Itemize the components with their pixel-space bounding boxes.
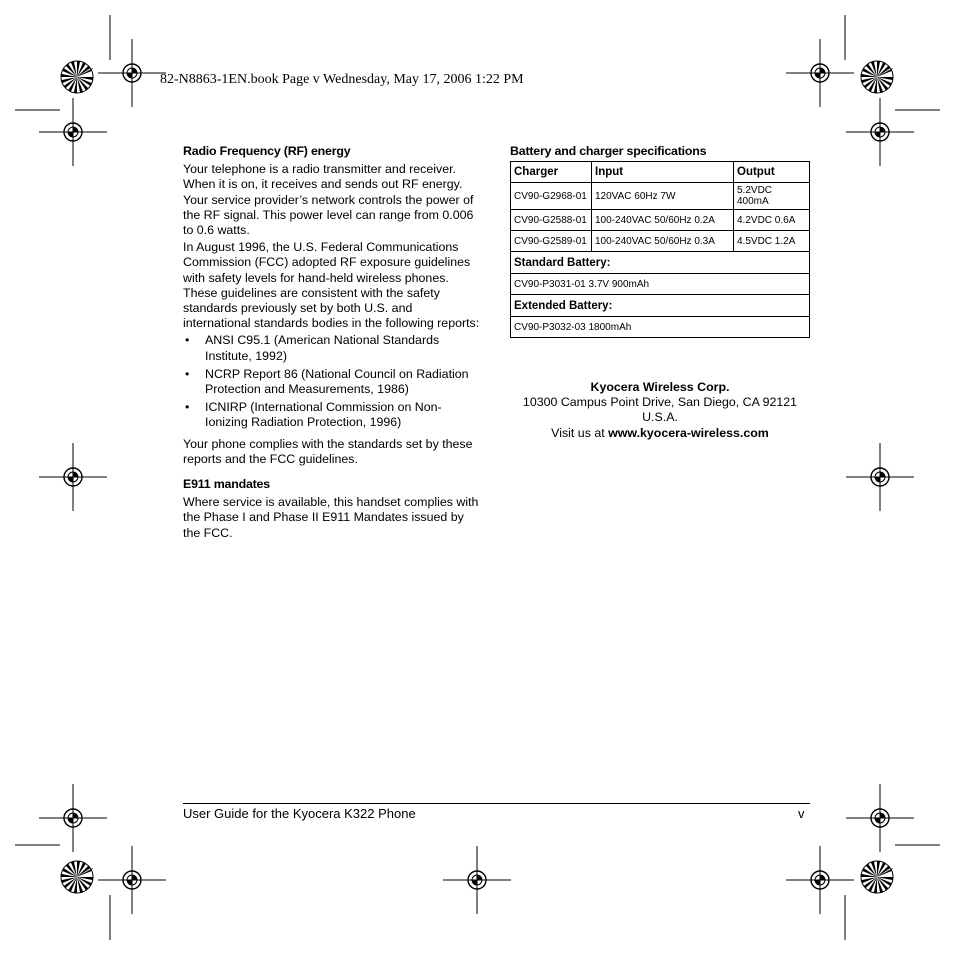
table-cell: 120VAC 60Hz 7W (592, 183, 734, 210)
e911-heading: E911 mandates (183, 477, 270, 492)
extended-battery-label: Extended Battery: (511, 295, 810, 317)
table-row (511, 295, 810, 317)
table-row (511, 274, 810, 295)
standard-battery-label: Standard Battery: (511, 252, 810, 274)
company-name: Kyocera Wireless Corp. (590, 380, 730, 394)
page-number: v (798, 806, 805, 821)
table-cell: 4.5VDC 1.2A (734, 231, 810, 252)
table-cell: CV90-G2589-01 (511, 231, 592, 252)
company-country: U.S.A. (642, 410, 678, 425)
table-header-row (511, 162, 810, 183)
battery-heading: Battery and charger specifications (510, 144, 707, 158)
list-item: • ANSI C95.1 (American National Standards Institute, 1992) (183, 333, 483, 363)
table-cell: 5.2VDC 400mA (734, 183, 810, 210)
table-cell: 100-240VAC 50/60Hz 0.3A (592, 231, 734, 252)
e911-paragraph: Where service is available, this handset complies with the Phase I and Phase II E911 Mandates issued by the FCC. (183, 495, 479, 540)
table-cell: CV90-G2968-01 (511, 183, 592, 210)
extended-battery-value: CV90-P3032-03 1800mAh (511, 317, 810, 338)
table-row (511, 317, 810, 338)
footer-rule (183, 803, 810, 804)
company-visit-line (510, 426, 810, 441)
standard-battery-value: CV90-P3031-01 3.7V 900mAh (511, 274, 810, 295)
footer-title: User Guide for the Kyocera K322 Phone (183, 806, 416, 821)
table-cell: 100-240VAC 50/60Hz 0.2A (592, 210, 734, 231)
list-item: • ICNIRP (International Commission on Non-Ionizing Radiation Protection, 1996) (183, 400, 483, 430)
table-cell: 4.2VDC 0.6A (734, 210, 810, 231)
table-row (511, 210, 810, 231)
left-column (183, 144, 483, 543)
column-header-output: Output (734, 162, 810, 183)
company-address-block (510, 380, 810, 441)
company-website-link[interactable]: www.kyocera-wireless.com (608, 425, 769, 440)
page-slug: 82-N8863-1EN.book Page v Wednesday, May 17, 2006 1:22 PM (160, 72, 524, 87)
column-header-charger: Charger (511, 162, 592, 183)
company-address: 10300 Campus Point Drive, San Diego, CA 92121 (522, 395, 798, 410)
list-item: • NCRP Report 86 (National Council on Radiation Protection and Measurements, 1986) (183, 367, 483, 397)
visit-prefix: Visit us at (551, 425, 609, 440)
rf-paragraph-2: In August 1996, the U.S. Federal Communications Commission (FCC) adopted RF exposure guidelines with safety levels for hand-held wireless phones. These guidelines are consistent with the safety standards previously set by both U.S. and international standards bodies in the following reports: (183, 240, 480, 331)
table-cell: CV90-G2588-01 (511, 210, 592, 231)
reports-list (183, 333, 483, 430)
column-header-input: Input (592, 162, 734, 183)
rf-paragraph-3: Your phone complies with the standards set by these reports and the FCC guidelines. (183, 436, 473, 466)
table-row (511, 231, 810, 252)
rf-heading: Radio Frequency (RF) energy (183, 144, 351, 158)
table-row (511, 252, 810, 274)
right-column (510, 144, 810, 338)
table-row (511, 183, 810, 210)
rf-paragraph-1: Your telephone is a radio transmitter and receiver. When it is on, it receives and sends out RF energy. Your service provider’s network controls the power of the RF signal. This power level can range from 0.006 to 0.6 watts. (183, 162, 474, 238)
battery-spec-table (510, 161, 810, 338)
